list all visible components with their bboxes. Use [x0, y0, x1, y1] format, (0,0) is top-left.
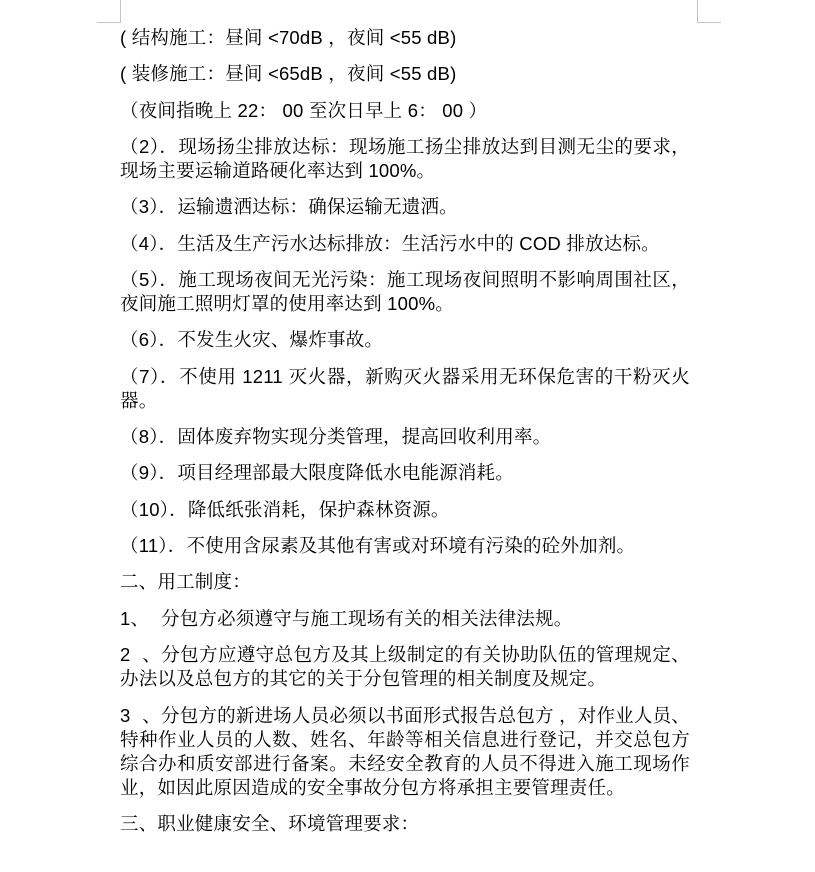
- crop-mark-top-right-vertical: [697, 0, 698, 23]
- clause-text: 分包方应遵守总包方及其上级制定的有关协助队伍的管理规定、: [161, 644, 690, 666]
- noise-limit-structural: [120, 26, 690, 50]
- text-line: 现场主要运输道路硬化率达到 100%。: [120, 160, 436, 182]
- item-2-dust-emission: [120, 135, 690, 183]
- text-line: 特种作业人员的人数、姓名、年龄等相关信息进行登记，并交总包方: [120, 728, 690, 750]
- item-5-light-pollution: [120, 268, 690, 316]
- item-9-energy-consumption: [120, 461, 690, 485]
- clause-3-personnel-registration: [120, 704, 690, 800]
- clause-text: 分包方的新进场人员必须以书面形式报告总包方 ，对作业人员、: [161, 704, 690, 726]
- text-line: 夜间施工照明灯罩的使用率达到 100%。: [120, 293, 454, 315]
- text-line: 办法以及总包方的其它的关于分包管理的相关制度及规定。: [120, 668, 607, 690]
- item-11-concrete-admixture: [120, 534, 690, 558]
- text-line: （夜间指晚上 22： 00 至次日早上 6： 00 ）: [120, 99, 488, 121]
- text-line: （10）．降低纸张消耗，保护森林资源。: [120, 498, 450, 520]
- section-heading-employment-system: [120, 570, 690, 594]
- text-line: （6）．不发生火灾、爆炸事故。: [120, 329, 384, 351]
- text-line: （3）．运输遗洒达标：确保运输无遗洒。: [120, 196, 458, 218]
- crop-mark-top-left-horizontal: [97, 22, 121, 23]
- item-10-paper-consumption: [120, 498, 690, 522]
- item-6-fire-explosion: [120, 328, 690, 352]
- text-line: 器。: [120, 389, 158, 411]
- text-line: （4）．生活及生产污水达标排放：生活污水中的 COD 排放达标。: [120, 232, 660, 254]
- text-line: 业，如因此原因造成的安全事故分包方将承担主要管理责任。: [120, 776, 625, 798]
- crop-mark-top-left-vertical: [120, 0, 121, 23]
- item-7-fire-extinguisher: [120, 365, 690, 413]
- section-heading: 二、用工制度：: [120, 571, 251, 593]
- document-body[interactable]: [120, 26, 690, 848]
- clause-1-legal-compliance: [120, 607, 690, 631]
- clause-number: 2、: [120, 644, 161, 666]
- section-heading: 三、职业健康安全、环境管理要求：: [120, 812, 420, 834]
- section-heading-ohs-environment: [120, 812, 690, 836]
- text-line: （2）．现场扬尘排放达标：现场施工扬尘排放达到目测无尘的要求，: [120, 136, 690, 158]
- text-line: ( 装修施工：昼间 <65dB ，夜间 <55 dB): [120, 63, 457, 85]
- text-line: [120, 704, 690, 728]
- clause-text: 分包方必须遵守与施工现场有关的相关法律法规。: [161, 607, 573, 629]
- text-line: [120, 643, 690, 667]
- text-line: （8）．固体废弃物实现分类管理，提高回收利用率。: [120, 426, 552, 448]
- clause-2-management-rules: [120, 643, 690, 691]
- text-line: （9）．项目经理部最大限度降低水电能源消耗。: [120, 462, 514, 484]
- night-time-definition: [120, 99, 690, 123]
- clause-number: 3、: [120, 704, 161, 726]
- text-line: （7）．不使用 1211 灭火器，新购灭火器采用无环保危害的干粉灭火: [120, 365, 690, 387]
- text-line: [120, 607, 690, 631]
- crop-mark-top-right-horizontal: [697, 22, 721, 23]
- text-line: 综合办和质安部进行备案。未经安全教育的人员不得进入施工现场作: [120, 752, 690, 774]
- item-3-transport-spill: [120, 195, 690, 219]
- text-line: （5）．施工现场夜间无光污染：施工现场夜间照明不影响周围社区，: [120, 269, 690, 291]
- item-4-sewage-discharge: [120, 232, 690, 256]
- item-8-solid-waste: [120, 425, 690, 449]
- text-line: （11）．不使用含尿素及其他有害或对环境有污染的砼外加剂。: [120, 535, 636, 557]
- noise-limit-decoration: [120, 62, 690, 86]
- clause-number: 1、: [120, 607, 150, 629]
- text-line: ( 结构施工：昼间 <70dB ，夜间 <55 dB): [120, 27, 457, 48]
